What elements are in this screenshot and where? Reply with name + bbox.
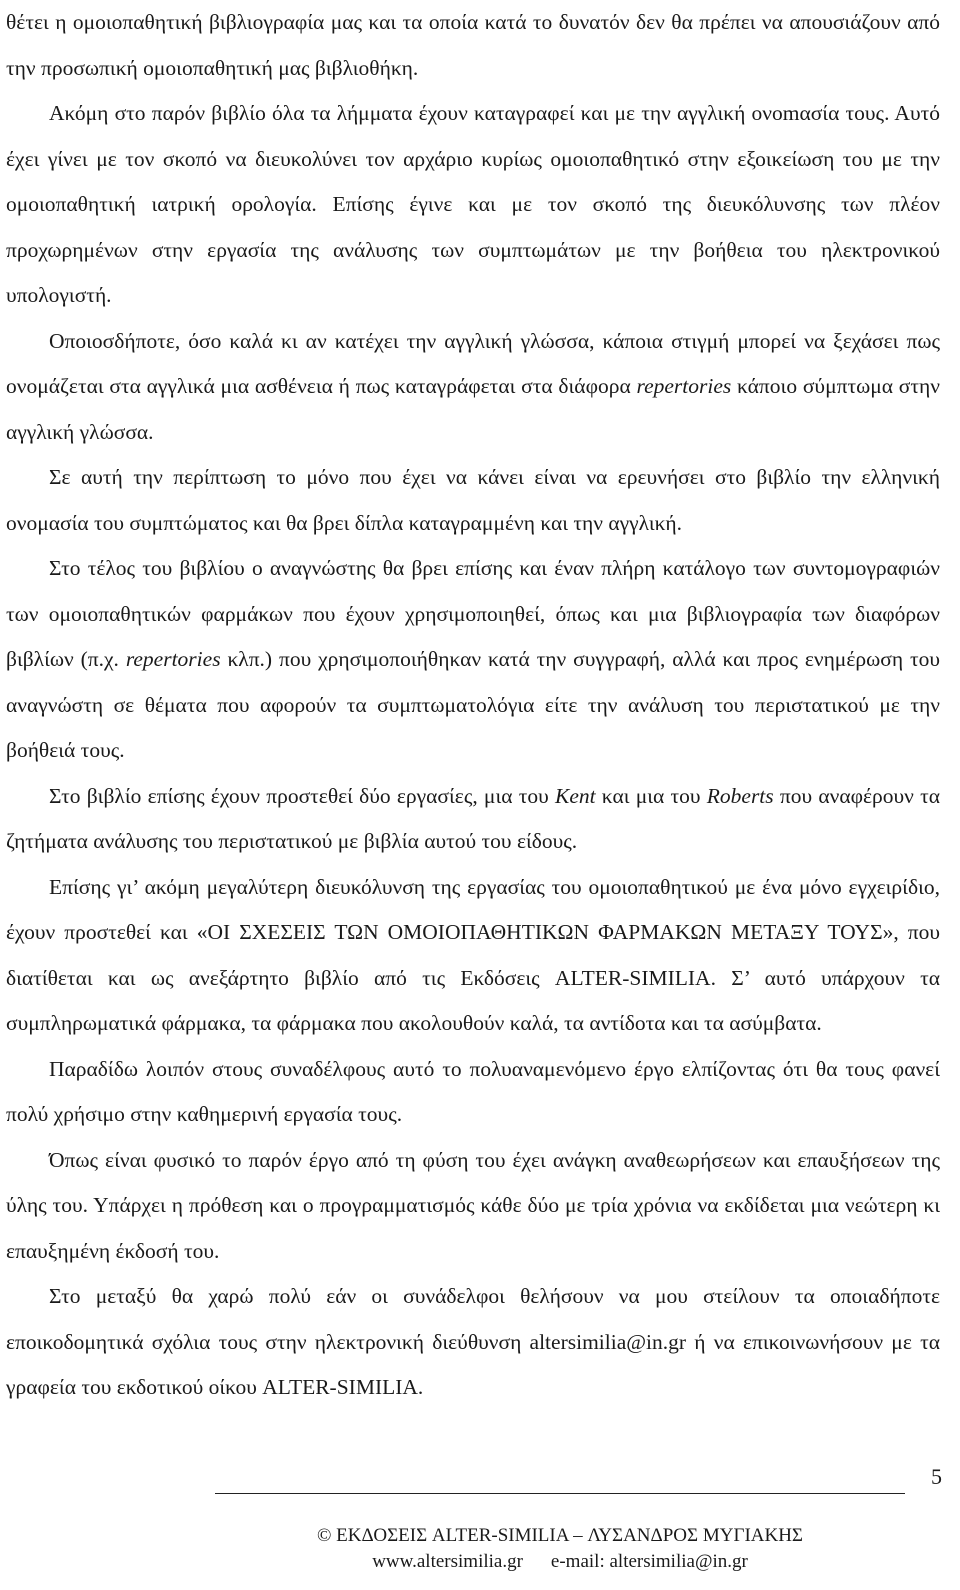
body-text	[6, 0, 940, 1411]
italic-term: repertories	[125, 647, 221, 671]
paragraph-text: Παραδίδω λοιπόν στους συναδέλφους αυτό το πολυαναμενόμενο έργο ελπίζοντας ότι θα τους φανεί πολύ χρήσιμο στην καθημερινή εργασία τους.	[6, 1056, 940, 1126]
paragraph	[6, 455, 940, 546]
paragraph	[6, 91, 940, 319]
footer-contact	[215, 1549, 905, 1575]
paragraph-text: και μια του	[595, 783, 707, 808]
paragraph	[6, 546, 940, 774]
paragraph	[6, 1047, 940, 1138]
italic-term: repertories	[636, 374, 732, 398]
page-number: 5	[931, 1464, 942, 1489]
paragraph-text: Όπως είναι φυσικό το παρόν έργο από τη φύση του έχει ανάγκη αναθεωρήσεων και επαυξήσεων της ύλης του. Υπάρχει η πρόθεση και ο προγραμματισμός κάθε δύο με τρία χρόνια να εκδίδεται μια νεώτερη κι επαυξημένη έκδοσή του.	[6, 1147, 940, 1263]
paragraph-text: Στο βιβλίο επίσης έχουν προστεθεί δύο εργασίες, μια του	[49, 783, 555, 808]
paragraph-text: Στο μεταξύ θα χαρώ πολύ εάν οι συνάδελφοι θελήσουν να μου στείλουν τα οποιαδήποτε εποικοδομητικά σχόλια τους στην ηλεκτρονική διεύθυνση altersimilia@in.gr ή να επικοινωνήσουν με τα γραφεία του εκδοτικού οίκου ALTER-SIMILIA.	[6, 1284, 940, 1399]
paragraph	[6, 1274, 940, 1411]
paragraph-text: κλπ.) που χρησιμοποιήθηκαν κατά την συγγραφή, αλλά και προς ενημέρωση του αναγνώστη σε θέματα που αφορούν τα συμπτωματολόγια είτε την ανάλυση του περιστατικού με την βοήθειά τους.	[6, 647, 940, 762]
paragraph	[6, 319, 940, 456]
paragraph	[6, 865, 940, 1047]
paragraph-text: Επίσης γι’ ακόμη μεγαλύτερη διευκόλυνση της εργασίας του ομοιοπαθητικού με ένα μόνο εγχειρίδιο, έχουν προστεθεί και «ΟΙ ΣΧΕΣΕΙΣ ΤΩΝ ΟΜΟΙΟΠΑΘΗΤΙΚΩΝ ΦΑΡΜΑΚΩΝ ΜΕΤΑΞΥ ΤΟΥΣ», που διατίθεται και ως ανεξάρτητο βιβλίο από τις Εκδόσεις ALTER-SIMILIA. Σ’ αυτό υπάρχουν τα συμπληρωματικά φάρμακα, τα φάρμακα που ακολουθούν καλά, τα αντίδοτα και τα ασύμβατα.	[6, 874, 940, 1035]
paragraph-text: κάποιο σύμπτωμα στην αγγλική γλώσσα.	[6, 374, 940, 444]
paragraph	[6, 0, 940, 91]
footer-email: e-mail: altersimilia@in.gr	[550, 1551, 748, 1572]
paragraph-text: Οποιοσδήποτε, όσο καλά κι αν κατέχει την αγγλική γλώσσα, κάποια στιγμή μπορεί να ξεχάσει πως ονομάζεται στα αγγλικά μια ασθένεια ή πως καταγράφεται στα διάφορα	[6, 328, 940, 398]
footer-rule	[215, 1493, 905, 1494]
paragraph-text: θέτει η ομοιοπαθητική βιβλιογραφία μας και τα οποία κατά το δυνατόν δεν θα πρέπει να απουσιάζουν από την προσωπική ομοιοπαθητική μας βιβλιοθήκη.	[6, 10, 940, 80]
paragraph-text: Σε αυτή την περίπτωση το μόνο που έχει να κάνει είναι να ερευνήσει στο βιβλίο την ελληνική ονομασία του συμπτώματος και θα βρει δίπλα καταγραμμένη και την αγγλική.	[6, 465, 940, 535]
italic-term: Roberts	[706, 783, 774, 808]
paragraph	[6, 774, 940, 865]
paragraph	[6, 1138, 940, 1275]
page-footer	[215, 1523, 905, 1575]
italic-term: Kent	[554, 783, 596, 808]
footer-copyright: © ΕΚΔΟΣΕΙΣ ALTER-SIMILIA – ΛΥΣΑΝΔΡΟΣ ΜΥΓΙΑΚΗΣ	[316, 1525, 803, 1546]
paragraph-text: Στο τέλος του βιβλίου ο αναγνώστης θα βρει επίσης και έναν πλήρη κατάλογο των συντομογραφιών των ομοιοπαθητικών φαρμάκων που έχουν χρησιμοποιηθεί, όπως και μια βιβλιογραφία των διαφόρων βιβλίων (π.χ.	[6, 556, 940, 671]
footer-website: www.altersimilia.gr	[372, 1551, 523, 1572]
paragraph-text: που αναφέρουν τα ζητήματα ανάλυσης του περιστατικού με βιβλία αυτού του είδους.	[6, 783, 940, 853]
paragraph-text: Ακόμη στο παρόν βιβλίο όλα τα λήμματα έχουν καταγραφεί και με την αγγλική ονοmασία τους. Αυτό έχει γίνει με τον σκοπό να διευκολύνει τον αρχάριο κυρίως ομοιοπαθητικό στην εξοικείωση του με την ομοιοπαθητική ιατρική ορολογία. Επίσης έγινε και με τον σκοπό της διευκόλυνσης των πλέον προχωρημένων στην εργασία της ανάλυσης των συμπτωμάτων με την βοήθεια του ηλεκτρονικού υπολογιστή.	[6, 101, 940, 307]
